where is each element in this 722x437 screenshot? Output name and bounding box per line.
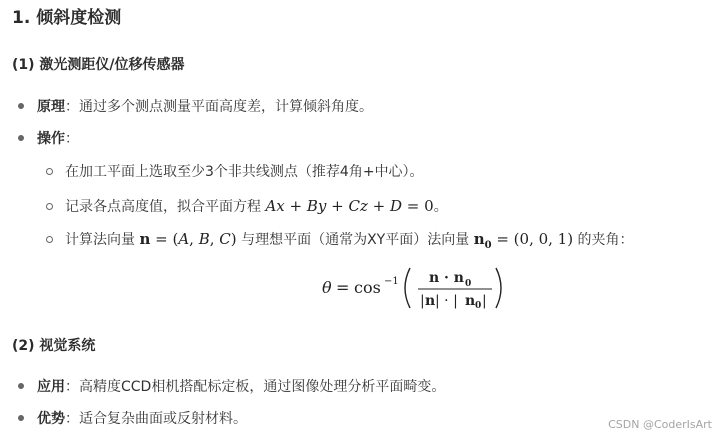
angle-formula [322,262,512,314]
svg-text:cos: cos [354,278,381,297]
normal-vector-n: n = (A, B, C) [139,230,237,248]
svg-text:0: 0 [475,301,482,311]
heading-vision-system: (2) 视觉系统 [12,338,96,354]
list-item-application [18,377,445,397]
hollow-bullet-icon [46,236,53,243]
list-item-principle [18,97,373,117]
operation-text: ： [65,131,79,147]
list-item-operation [18,129,79,149]
list-item-advantage [18,409,247,429]
svg-text:0: 0 [465,279,472,289]
angle-formula-svg [322,262,512,314]
svg-text:n · n: n · n [429,270,464,286]
step1-text: 在加工平面上选取至少3个非共线测点（推荐4角+中心）。 [65,164,424,180]
svg-text:| · |: | · | [435,293,458,309]
hollow-bullet-icon [46,203,53,210]
svg-text:n: n [425,293,436,309]
svg-text:−1: −1 [384,276,399,287]
svg-text:|: | [482,293,487,309]
plane-equation: Ax + By + Cz + D = 0 [265,197,434,215]
watermark: CSDN @CoderIsArt [608,418,712,431]
svg-text:|: | [420,293,425,309]
svg-text:=: = [336,278,350,297]
advantage-label: 优势 [37,411,65,427]
operation-label: 操作 [37,131,65,147]
application-label: 应用 [37,379,65,395]
svg-text:θ: θ [322,278,332,297]
sub-list-item-normal-vector [46,229,634,256]
sub-list-item-fit-plane [46,196,448,217]
svg-text:n: n [465,293,476,309]
bullet-icon [18,415,24,421]
step3-suffix: 的夹角： [573,232,634,248]
application-text: ：高精度CCD相机搭配标定板，通过图像处理分析平面畸变。 [65,379,446,395]
step3-text: 计算法向量 [65,232,140,248]
bullet-icon [18,103,24,109]
hollow-bullet-icon [46,168,53,175]
principle-label: 原理 [37,99,65,115]
principle-text: ：通过多个测点测量平面高度差，计算倾斜角度。 [65,99,373,115]
advantage-text: ：适合复杂曲面或反射材料。 [65,411,247,427]
heading-tilt-detection: 1. 倾斜度检测 [12,8,122,28]
bullet-icon [18,135,24,141]
bullet-icon [18,383,24,389]
step2-text: 记录各点高度值，拟合平面方程 [65,199,266,215]
sub-list-item-select-points [46,162,424,182]
step3-mid: 与理想平面（通常为XY平面）法向量 [236,232,474,248]
heading-laser-rangefinder: (1) 激光测距仪/位移传感器 [12,57,185,73]
normal-vector-n0: $n_0 = (0$, 0, 1) [473,230,574,251]
step2-suffix: 。 [433,199,448,215]
